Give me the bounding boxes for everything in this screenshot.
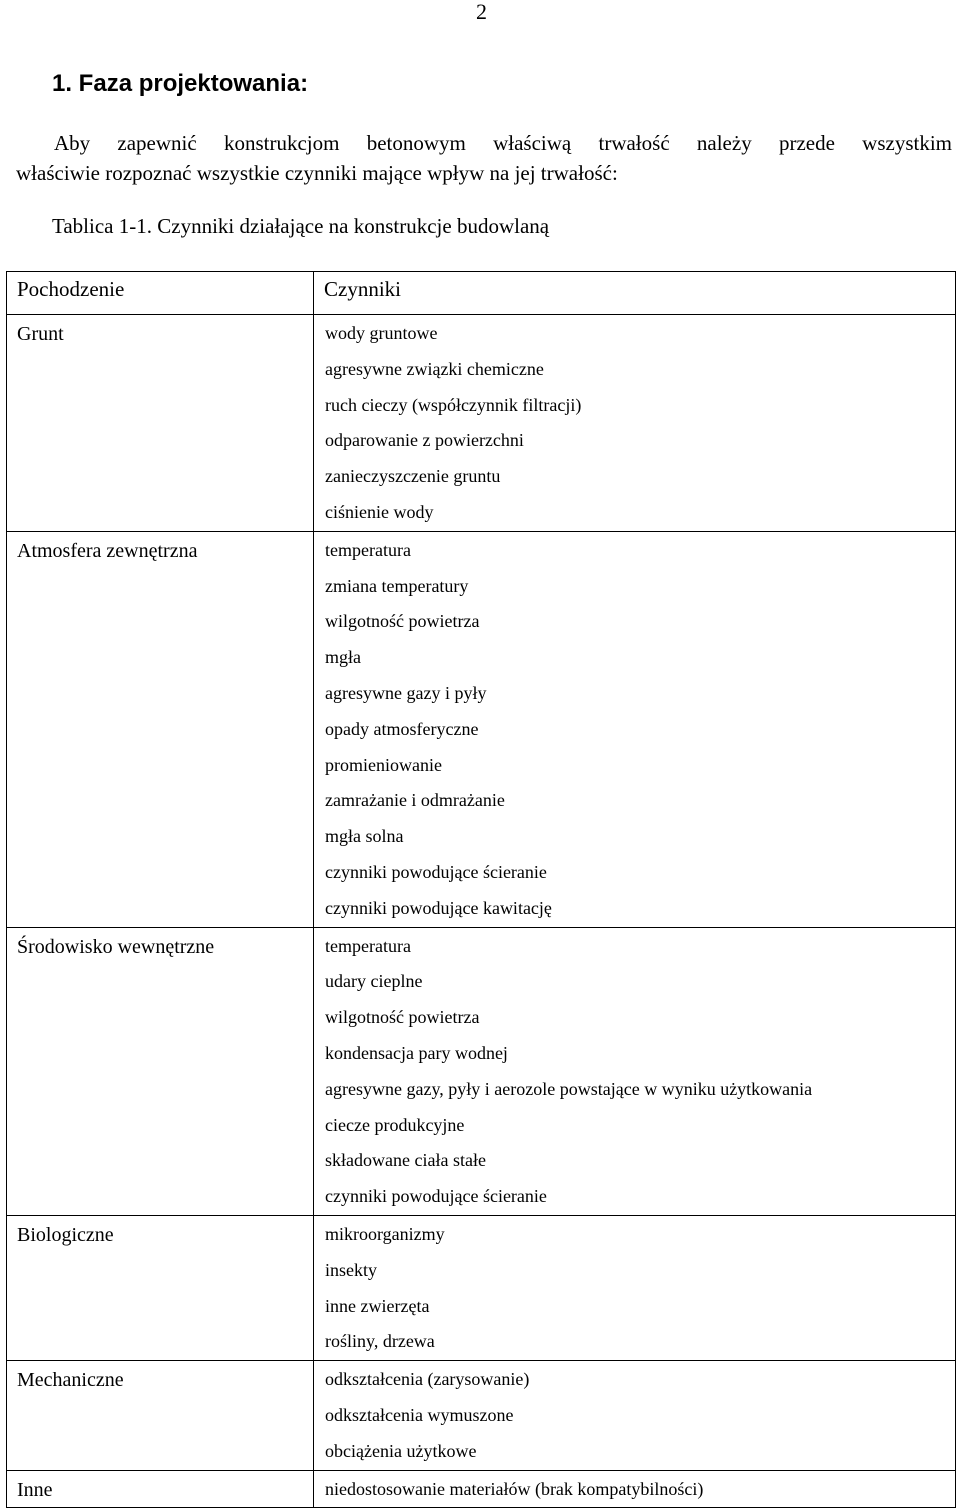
origin-cell: Mechaniczne: [7, 1361, 314, 1470]
page-number: 2: [476, 0, 487, 24]
factor-item: czynniki powodujące ścieranie: [325, 1186, 547, 1207]
factor-item: obciążenia użytkowe: [325, 1440, 477, 1461]
intro-line-1: Aby zapewnić konstrukcjom betonowym właściwą trwałość należy przede wszystkim: [54, 131, 952, 155]
factor-item: ciecze produkcyjne: [325, 1114, 465, 1135]
factor-item: wilgotność powietrza: [325, 1007, 480, 1028]
factor-item: agresywne gazy, pyły i aerozole powstające w wyniku użytkowania: [325, 1078, 813, 1099]
factors-cell: [314, 927, 956, 1215]
header-origin: [7, 272, 314, 315]
factors-cell: [314, 1215, 956, 1360]
table-row: [7, 315, 956, 532]
origin-cell: Inne: [7, 1470, 314, 1508]
table-header-row: [7, 272, 956, 315]
origin-cell: Biologiczne: [7, 1215, 314, 1360]
factor-item: zmiana temperatury: [325, 575, 469, 596]
factor-item: zanieczyszczenie gruntu: [325, 466, 501, 487]
factor-item: niedostosowanie materiałów (brak kompatybilności): [325, 1478, 704, 1499]
factor-item: inne zwierzęta: [325, 1295, 430, 1316]
factor-item: udary cieplne: [325, 971, 423, 992]
header-factors: [314, 272, 956, 315]
factor-item: wilgotność powietrza: [325, 611, 480, 632]
factor-item: agresywne gazy i pyły: [325, 682, 487, 703]
factor-item: insekty: [325, 1259, 377, 1280]
factors-cell: [314, 1361, 956, 1470]
factor-item: czynniki powodujące ścieranie: [325, 861, 547, 882]
factor-item: mgła: [325, 647, 361, 668]
factor-item: agresywne związki chemiczne: [325, 358, 544, 379]
factor-item: kondensacja pary wodnej: [325, 1042, 508, 1063]
factor-item: odkształcenia wymuszone: [325, 1404, 514, 1425]
header-factors-label: Czynniki: [324, 277, 401, 301]
factor-item: mikroorganizmy: [325, 1223, 445, 1244]
factor-item: ruch cieczy (współczynnik filtracji): [325, 394, 582, 415]
table-row: [7, 1215, 956, 1360]
table-row: [7, 531, 956, 927]
factor-item: odkształcenia (zarysowanie): [325, 1369, 530, 1390]
header-origin-label: Pochodzenie: [17, 277, 125, 301]
factor-item: wody gruntowe: [325, 323, 438, 343]
table-caption: Tablica 1-1. Czynniki działające na konstrukcje budowlaną: [52, 214, 550, 238]
factor-item: ciśnienie wody: [325, 501, 434, 522]
intro-paragraph: [16, 128, 952, 188]
origin-cell: Atmosfera zewnętrzna: [7, 531, 314, 927]
factor-item: opady atmosferyczne: [325, 718, 479, 739]
factor-item: składowane ciała stałe: [325, 1150, 486, 1171]
factors-table: [6, 271, 956, 1508]
origin-cell: Grunt: [7, 315, 314, 532]
table-row: [7, 927, 956, 1215]
factor-item: mgła solna: [325, 826, 404, 847]
factors-cell: [314, 1470, 956, 1508]
factor-item: temperatura: [325, 935, 411, 956]
factor-item: promieniowanie: [325, 754, 442, 775]
factor-item: zamrażanie i odmrażanie: [325, 790, 505, 811]
table-row: [7, 1470, 956, 1508]
factors-cell: [314, 531, 956, 927]
factor-item: czynniki powodujące kawitację: [325, 897, 552, 918]
section-heading: 1. Faza projektowania:: [52, 70, 309, 97]
factor-item: rośliny, drzewa: [325, 1331, 435, 1352]
intro-line-2: właściwie rozpoznać wszystkie czynniki mające wpływ na jej trwałość:: [16, 161, 618, 185]
factors-cell: [314, 315, 956, 532]
factor-item: odparowanie z powierzchni: [325, 430, 524, 451]
factor-item: temperatura: [325, 539, 411, 560]
table-row: [7, 1361, 956, 1470]
origin-cell: Środowisko wewnętrzne: [7, 927, 314, 1215]
